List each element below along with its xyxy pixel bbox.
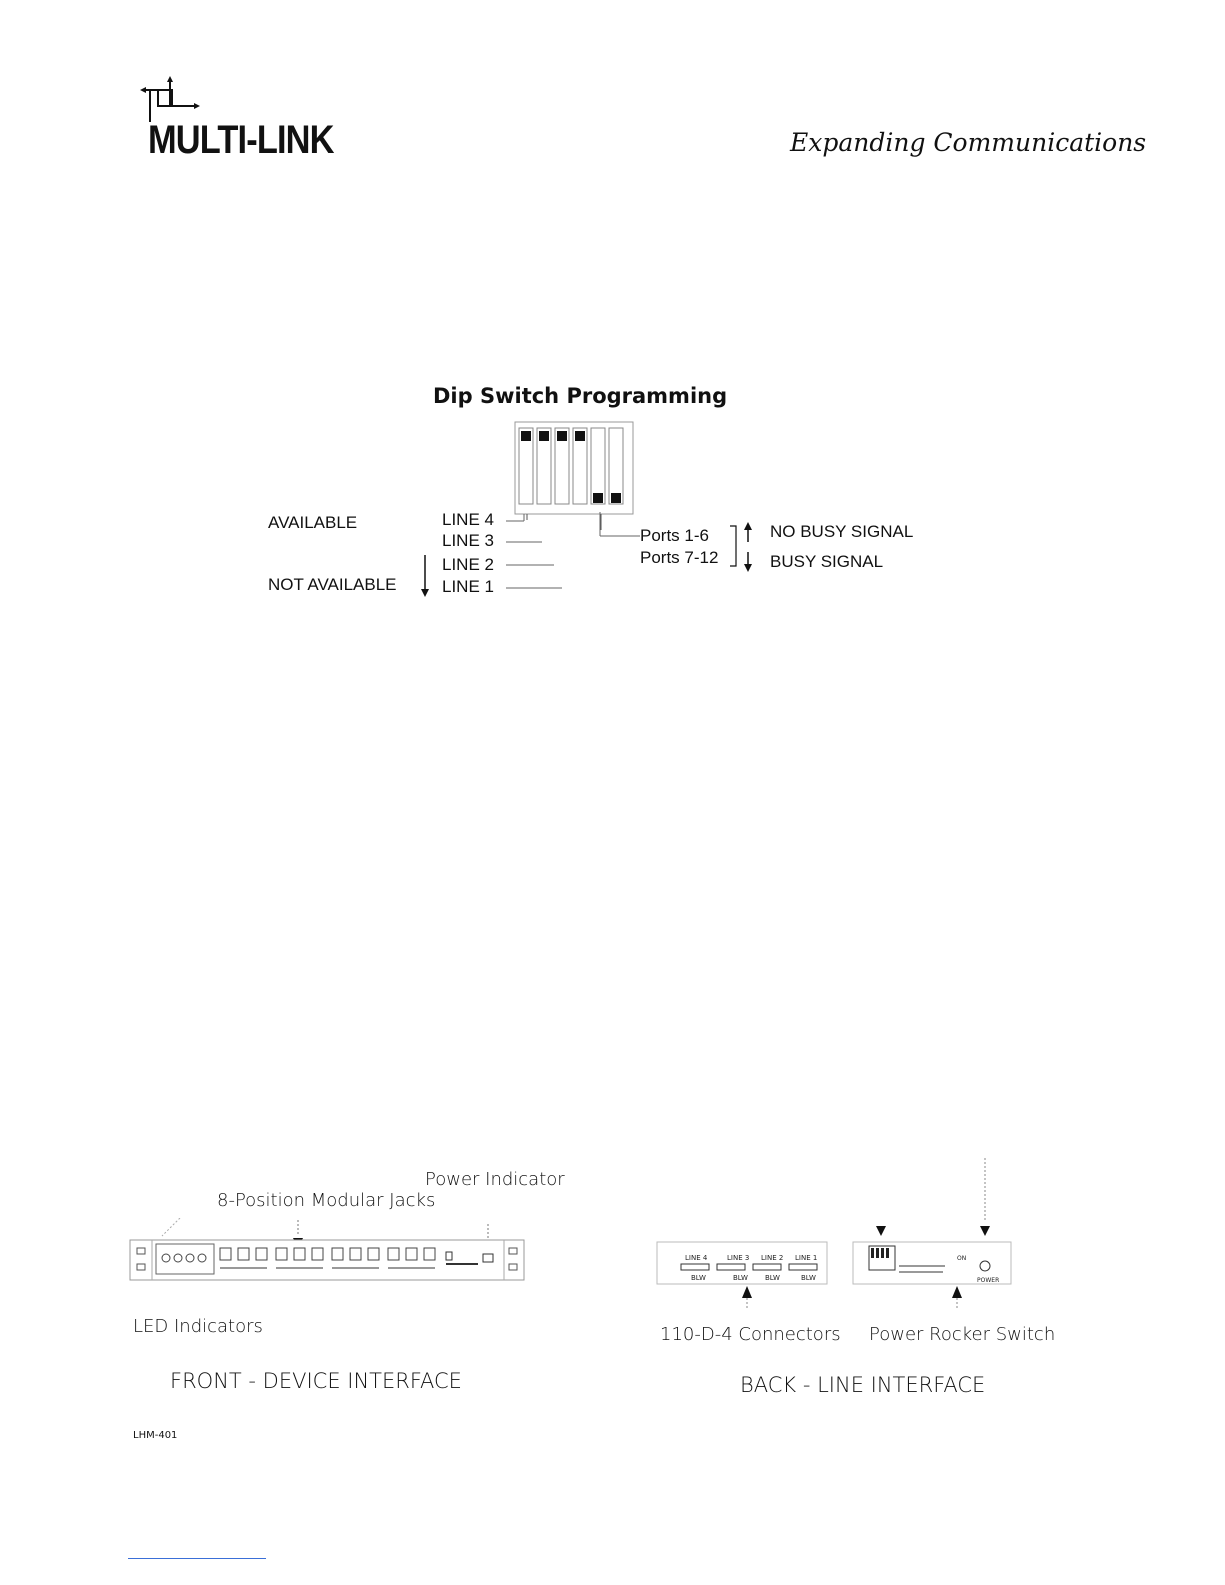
connectors-label: 110-D-4 Connectors bbox=[660, 1324, 841, 1345]
svg-text:LINE 4: LINE 4 bbox=[685, 1254, 708, 1262]
svg-text:BLW: BLW bbox=[733, 1274, 748, 1282]
svg-text:BLW: BLW bbox=[691, 1274, 706, 1282]
busy-bracket-arrows bbox=[728, 522, 760, 572]
svg-text:BLW: BLW bbox=[765, 1274, 780, 1282]
svg-text:ON: ON bbox=[957, 1255, 967, 1262]
ports-7-12-label: Ports 7-12 bbox=[640, 548, 719, 567]
bottom-rule bbox=[128, 1558, 266, 1559]
front-caption: FRONT - DEVICE INTERFACE bbox=[170, 1369, 462, 1393]
svg-text:LINE 3: LINE 3 bbox=[727, 1254, 750, 1262]
svg-text:POWER: POWER bbox=[977, 1277, 1000, 1284]
available-label: AVAILABLE bbox=[268, 513, 358, 532]
line-2-label: LINE 2 bbox=[442, 555, 494, 574]
not-available-label: NOT AVAILABLE bbox=[268, 575, 397, 594]
line-leaders bbox=[500, 510, 570, 594]
svg-text:BLW: BLW bbox=[801, 1274, 816, 1282]
line-1-label: LINE 1 bbox=[442, 577, 494, 596]
no-busy-signal-label: NO BUSY SIGNAL bbox=[770, 522, 914, 541]
svg-text:LINE 1: LINE 1 bbox=[795, 1254, 818, 1262]
modular-jacks-label: 8-Position Modular Jacks bbox=[217, 1190, 436, 1211]
document-code: LHM-401 bbox=[133, 1430, 178, 1441]
back-caption: BACK - LINE INTERFACE bbox=[740, 1373, 986, 1397]
svg-text:LINE 2: LINE 2 bbox=[761, 1254, 784, 1262]
back-panel-illustration bbox=[655, 1158, 1015, 1308]
busy-signal-label: BUSY SIGNAL bbox=[770, 552, 884, 571]
tagline: Expanding Communications bbox=[790, 128, 1147, 157]
ports-leader bbox=[596, 512, 646, 544]
down-arrow-icon bbox=[419, 555, 431, 597]
led-indicators-label: LED Indicators bbox=[133, 1316, 263, 1337]
power-rocker-label: Power Rocker Switch bbox=[869, 1324, 1056, 1345]
line-4-label: LINE 4 bbox=[442, 510, 494, 529]
dip-title: Dip Switch Programming bbox=[433, 384, 728, 408]
line-3-label: LINE 3 bbox=[442, 531, 494, 550]
ports-1-6-label: Ports 1-6 bbox=[640, 526, 709, 545]
brand-name: MULTI-LINK bbox=[148, 118, 334, 162]
front-panel-illustration bbox=[128, 1218, 528, 1286]
power-indicator-label: Power Indicator bbox=[425, 1169, 565, 1190]
